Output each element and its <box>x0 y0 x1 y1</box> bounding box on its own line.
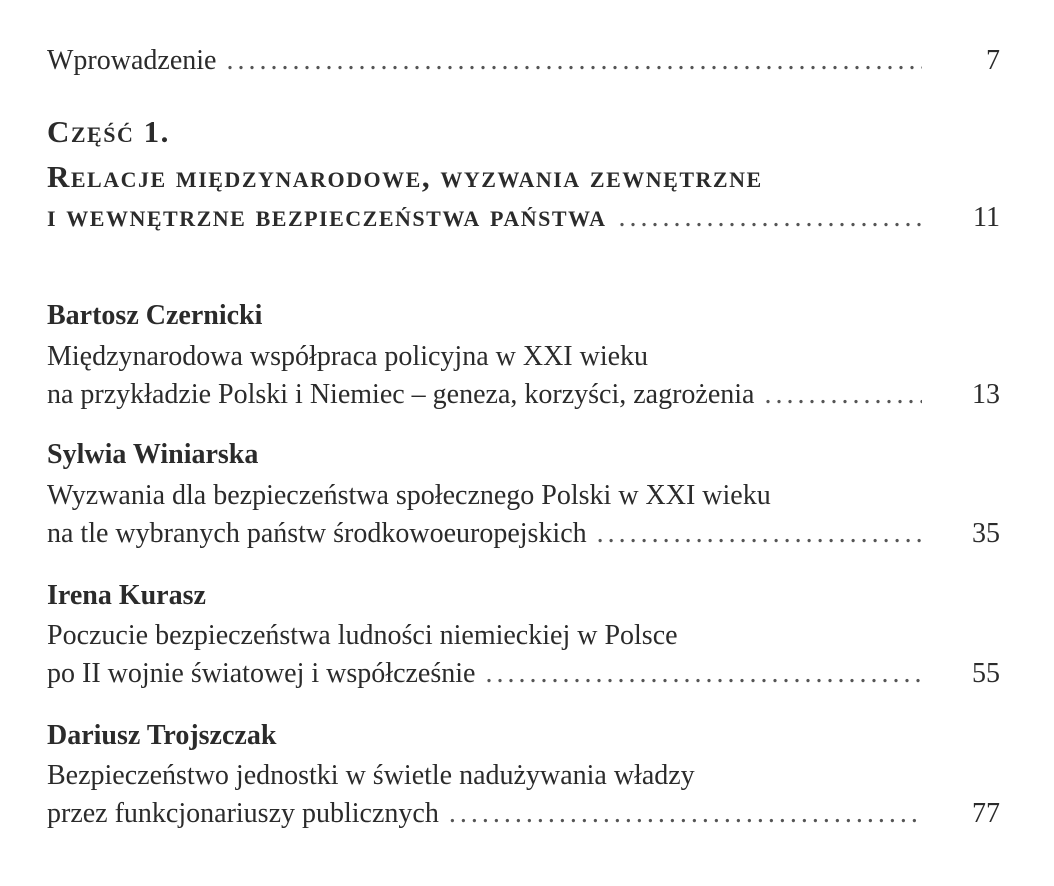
dot-leader <box>597 517 922 551</box>
part-title-line1: Relacje międzynarodowe, wyzwania zewnętrzne <box>47 159 763 194</box>
toc-entry-intro <box>47 44 1000 78</box>
entry-author: Sylwia Winiarska <box>47 439 259 470</box>
toc-entry-row <box>47 517 1000 551</box>
dot-leader <box>485 657 922 691</box>
entry-page-number: 35 <box>972 518 1000 549</box>
entry-author: Dariusz Trojszczak <box>47 720 277 751</box>
entry-title-line1: Międzynarodowa współpraca policyjna w XXI wieku <box>47 341 649 372</box>
toc-entry-row <box>47 657 1000 691</box>
dot-leader <box>449 797 922 831</box>
part-title-line2: i wewnętrzne bezpieczeństwa państwa <box>47 198 607 233</box>
part-label: Część 1. <box>47 114 170 149</box>
dot-leader <box>618 202 922 234</box>
entry-title-line2: na tle wybranych państw środkowoeuropejskich <box>47 518 587 549</box>
entry-title-line2: po II wojnie światowej i współcześnie <box>47 658 476 689</box>
entry-title-line2: na przykładzie Polski i Niemiec – geneza, korzyści, zagrożenia <box>47 379 755 410</box>
entry-author: Bartosz Czernicki <box>47 300 263 331</box>
dot-leader <box>226 44 922 78</box>
entry-title-line1: Wyzwania dla bezpieczeństwa społecznego Polski w XXI wieku <box>47 480 771 511</box>
entry-title-line1: Bezpieczeństwo jednostki w świetle nadużywania władzy <box>47 760 695 791</box>
intro-page-number: 7 <box>986 45 1000 76</box>
entry-title-line1: Poczucie bezpieczeństwa ludności niemieckiej w Polsce <box>47 620 678 651</box>
part-title-line2-row <box>47 198 1000 234</box>
dot-leader <box>764 378 922 412</box>
entry-title-line2: przez funkcjonariuszy publicznych <box>47 798 439 829</box>
entry-page-number: 13 <box>972 379 1000 410</box>
entry-page-number: 77 <box>972 798 1000 829</box>
toc-entry-row <box>47 378 1000 412</box>
toc-entry-row <box>47 797 1000 831</box>
intro-title: Wprowadzenie <box>47 45 217 76</box>
part-page-number: 11 <box>973 202 1000 233</box>
entry-page-number: 55 <box>972 658 1000 689</box>
entry-author: Irena Kurasz <box>47 580 206 611</box>
